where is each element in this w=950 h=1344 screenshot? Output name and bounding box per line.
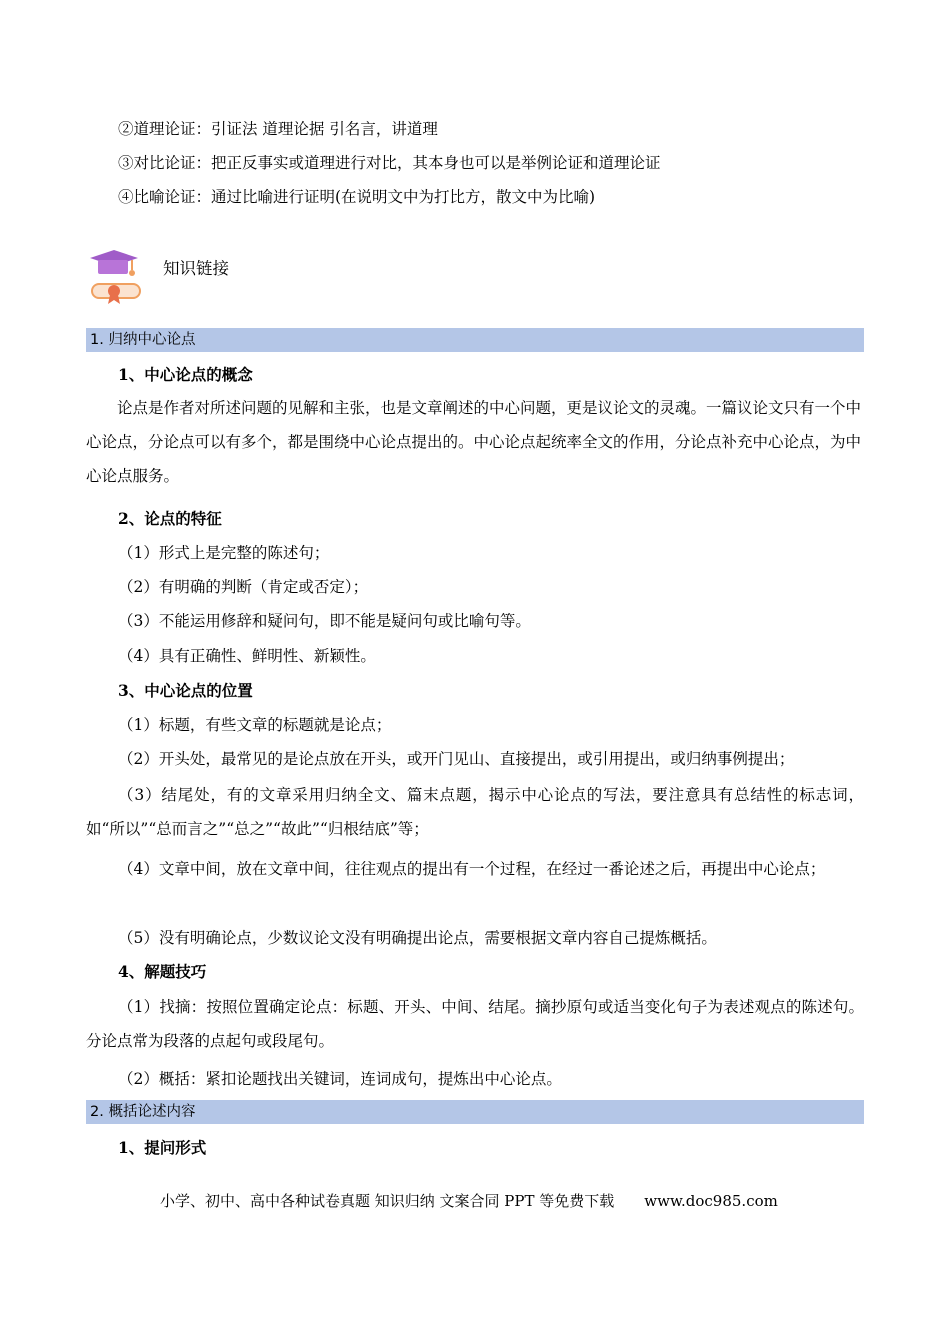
subheading: 2、论点的特征 <box>118 509 222 528</box>
subheading: 1、中心论点的概念 <box>118 365 253 384</box>
list-item: （4）文章中间，放在文章中间，往往观点的提出有一个过程，在经过一番论述之后，再提出中心论点； <box>118 860 826 878</box>
footer-text: 小学、初中、高中各种试卷真题 知识归纳 文案合同 PPT 等免费下载 <box>160 1192 615 1210</box>
list-item: （1）找摘：按照位置确定论点：标题、开头、中间、结尾。摘抄原句或适当变化句子为表述观点的陈述句。分论点常为段落的点起句或段尾句。 <box>86 998 864 1050</box>
paragraph: 论点是作者对所述问题的见解和主张，也是文章阐述的中心问题，更是议论文的灵魂。一篇议论文只有一个中心论点，分论点可以有多个，都是围绕中心论点提出的。中心论点起统率全文的作用，分论点补充中心论点，为中心论点服务。 <box>86 399 862 485</box>
argument-method-4: ④比喻论证：通过比喻进行证明(在说明文中为打比方，散文中为比喻) <box>118 188 596 206</box>
list-item: （1）标题，有些文章的标题就是论点； <box>118 716 392 734</box>
subheading: 1、提问形式 <box>118 1138 207 1157</box>
list-item: （3）不能运用修辞和疑问句，即不能是疑问句或比喻句等。 <box>118 612 531 630</box>
list-item: （2）概括：紧扣论题找出关键词，连词成句，提炼出中心论点。 <box>118 1070 562 1088</box>
subheading: 3、中心论点的位置 <box>118 681 253 700</box>
list-item: （3）结尾处，有的文章采用归纳全文、篇末点题，揭示中心论点的写法，要注意具有总结性的标志词，如“所以”“总而言之”“总之”“故此”“归根结底”等； <box>86 786 864 838</box>
list-item: （2）有明确的判断（肯定或否定）； <box>118 578 369 596</box>
list-item: （2）开头处，最常见的是论点放在开头，或开门见山、直接提出，或引用提出，或归纳事例提出； <box>118 750 795 768</box>
knowledge-link-title: 知识链接 <box>163 259 229 278</box>
graduation-cap-diploma-icon <box>86 248 148 306</box>
section-heading: 1. 归纳中心论点 <box>90 332 196 348</box>
subheading: 4、解题技巧 <box>118 962 207 981</box>
footer-url[interactable]: www.doc985.com <box>644 1192 778 1210</box>
section-heading-bar <box>86 1100 864 1124</box>
section-heading-bar <box>86 328 864 352</box>
list-item: （4）具有正确性、鲜明性、新颖性。 <box>118 647 376 665</box>
argument-method-3: ③对比论证：把正反事实或道理进行对比，其本身也可以是举例论证和道理论证 <box>118 154 661 172</box>
page-footer <box>160 1190 778 1212</box>
section-heading: 2. 概括论述内容 <box>90 1104 196 1120</box>
argument-method-2: ②道理论证：引证法 道理论据 引名言，讲道理 <box>118 120 438 138</box>
list-item: （1）形式上是完整的陈述句； <box>118 544 330 562</box>
list-item: （5）没有明确论点，少数议论文没有明确提出论点，需要根据文章内容自己提炼概括。 <box>118 929 717 947</box>
